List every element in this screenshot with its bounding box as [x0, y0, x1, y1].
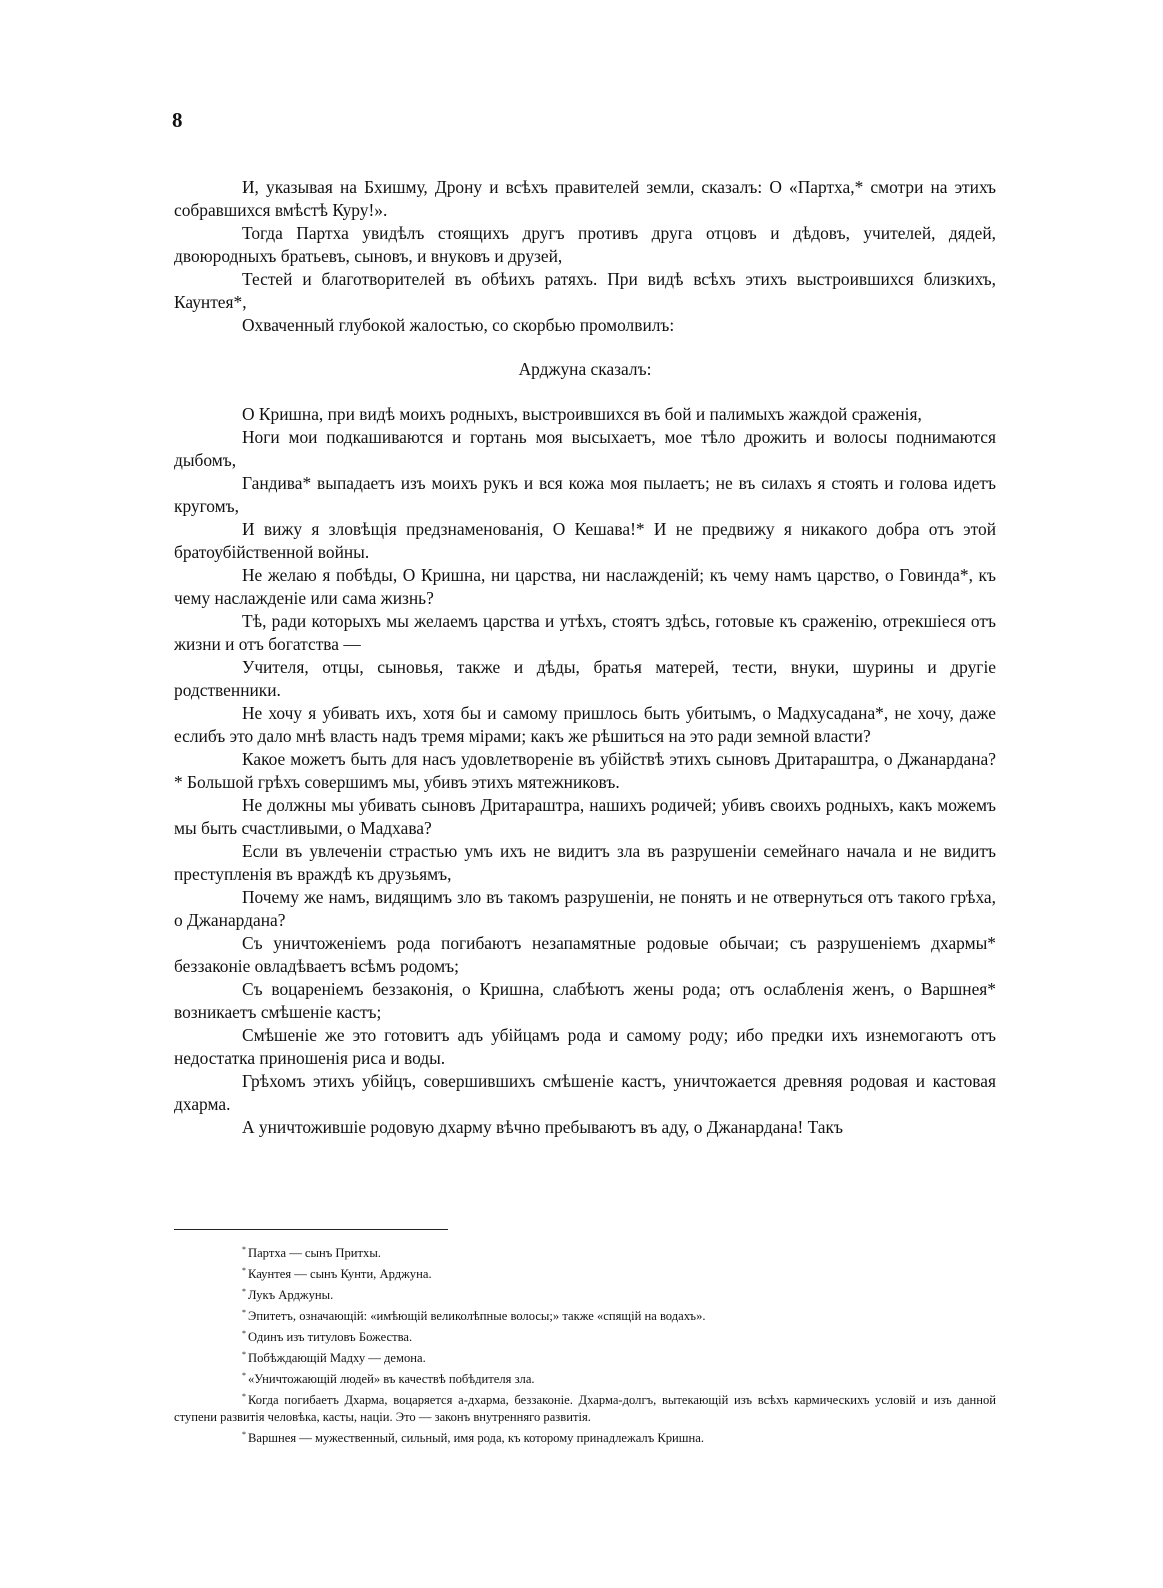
paragraph: Тогда Партха увидѣлъ стоящихъ другъ противъ друга отцовъ и дѣдовъ, учителей, дядей, двоюродныхъ братьевъ, сыновъ, и внуковъ и друзей,: [174, 223, 996, 266]
footnote-text: Каунтея — сынъ Кунти, Арджуна.: [248, 1267, 432, 1281]
footnote: [174, 1346, 996, 1367]
footnote-text: Варшнея — мужественный, сильный, имя рода, къ которому принадлежалъ Кришна.: [248, 1431, 704, 1445]
footnote-marker: *: [242, 1287, 246, 1296]
paragraph: И, указывая на Бхишму, Дрону и всѣхъ правителей земли, сказалъ: О «Партха,* смотри на этихъ собравшихся вмѣстѣ Куру!».: [174, 177, 996, 220]
paragraph: Гандива* выпадаетъ изъ моихъ рукъ и вся кожа моя пылаетъ; не въ силахъ я стоять и голова идетъ кругомъ,: [174, 473, 996, 516]
footnote: [174, 1426, 996, 1447]
footnote-text: Одинъ изъ титуловъ Божества.: [248, 1330, 413, 1344]
paragraph: Тѣ, ради которыхъ мы желаемъ царства и утѣхъ, стоятъ здѣсь, готовые къ сраженію, отрекшіеся отъ жизни и отъ богатства —: [174, 611, 996, 654]
paragraph: Смѣшеніе же это готовитъ адъ убійцамъ рода и самому роду; ибо предки ихъ изнемогаютъ отъ недостатка приношенія риса и воды.: [174, 1025, 996, 1068]
footnote-marker: *: [242, 1266, 246, 1275]
paragraph: И вижу я зловѣщія предзнаменованія, О Кешава!* И не предвижу я никакого добра отъ этой братоубійственной войны.: [174, 519, 996, 562]
page-number: 8: [172, 108, 183, 132]
paragraph: А уничтожившіе родовую дхарму вѣчно пребываютъ въ аду, о Джанардана! Такъ: [242, 1117, 843, 1137]
footnote-divider: [174, 1229, 448, 1230]
paragraph: Съ уничтоженіемъ рода погибаютъ незапамятные родовые обычаи; съ разрушеніемъ дхармы* беззаконіе овладѣваетъ всѣмъ родомъ;: [174, 933, 996, 976]
paragraph: Ноги мои подкашиваются и гортань моя высыхаетъ, мое тѣло дрожить и волосы поднимаются дыбомъ,: [174, 427, 996, 470]
paragraph: Тестей и благотворителей въ обѣихъ ратяхъ. При видѣ всѣхъ этихъ выстроившихся близкихъ, Каунтея*,: [174, 269, 996, 312]
paragraph: Какое можетъ быть для насъ удовлетвореніе въ убійствѣ этихъ сыновъ Дритараштра, о Джанардана?* Большой грѣхъ совершимъ мы, убивъ этихъ мятежниковъ.: [174, 749, 996, 792]
paragraph: Если въ увлеченіи страстью умъ ихъ не видитъ зла въ разрушеніи семейнаго начала и не видитъ преступленія въ враждѣ къ друзьямъ,: [174, 841, 996, 884]
footnote-text: «Уничтожающій людей» въ качествѣ побѣдителя зла.: [248, 1372, 535, 1386]
footnote: [174, 1241, 996, 1262]
footnote-text: Эпитетъ, означающій: «имѣющій великолѣпные волосы;» также «спящій на водахъ».: [248, 1309, 706, 1323]
footnote-marker: *: [242, 1371, 246, 1380]
footnote-marker: *: [242, 1308, 246, 1317]
footnote-text: Лукъ Арджуны.: [248, 1288, 334, 1302]
footnote-marker: *: [242, 1245, 246, 1254]
paragraph: Грѣхомъ этихъ убійцъ, совершившихъ смѣшеніе кастъ, уничтожается древняя родовая и кастовая дхарма.: [174, 1071, 996, 1114]
paragraph: Не желаю я побѣды, О Кришна, ни царства, ни наслажденій; къ чему намъ царство, о Говинда*, къ чему наслажденіе или сама жизнь?: [174, 565, 996, 608]
paragraph: Не должны мы убивать сыновъ Дритараштра, нашихъ родичей; убивъ своихъ родныхъ, какъ можемъ мы быть счастливыми, о Мадхава?: [174, 795, 996, 838]
paragraph: Охваченный глубокой жалостью, со скорбью промолвилъ:: [242, 315, 675, 335]
footnote-text: Партха — сынъ Притхы.: [248, 1246, 381, 1260]
speaker-heading: Арджуна сказалъ:: [518, 359, 652, 379]
footnote-text: Когда погибаетъ Дхарма, воцаряется а-дхарма, беззаконіе. Дхарма-долгъ, вытекающій изъ всѣхъ кармическихъ условій и изъ данной ступени развитія человѣка, касты, націи. Это — законъ внутренняго развитія.: [174, 1393, 996, 1424]
paragraph: О Кришна, при видѣ моихъ родныхъ, выстроившихся въ бой и палимыхъ жаждой сраженія,: [242, 404, 922, 424]
footnote-text: Побѣждающій Мадху — демона.: [248, 1351, 426, 1365]
footnote-marker: *: [242, 1329, 246, 1338]
footnotes: [174, 1241, 996, 1447]
footnote-marker: *: [242, 1350, 246, 1359]
footnote: [174, 1367, 996, 1388]
main-text: [174, 176, 996, 1139]
footnote-marker: *: [242, 1392, 246, 1401]
footnote: [174, 1283, 996, 1304]
footnote: [174, 1262, 996, 1283]
footnote: [174, 1388, 996, 1426]
paragraph: Не хочу я убивать ихъ, хотя бы и самому пришлось быть убитымъ, о Мадхусадана*, не хочу, даже еслибъ это дало мнѣ власть надъ тремя мірами; какъ же рѣшиться на это ради земной власти?: [174, 703, 996, 746]
paragraph: Съ воцареніемъ беззаконія, о Кришна, слабѣютъ жены рода; отъ ослабленія женъ, о Варшнея* возникаетъ смѣшеніе кастъ;: [174, 979, 996, 1022]
paragraph: Почему же намъ, видящимъ зло въ такомъ разрушеніи, не понять и не отвернуться отъ такого грѣха, о Джанардана?: [174, 887, 996, 930]
footnote: [174, 1325, 996, 1346]
paragraph: Учителя, отцы, сыновья, также и дѣды, братья матерей, тести, внуки, шурины и другіе родственники.: [174, 657, 996, 700]
footnote: [174, 1304, 996, 1325]
footnote-marker: *: [242, 1430, 246, 1439]
